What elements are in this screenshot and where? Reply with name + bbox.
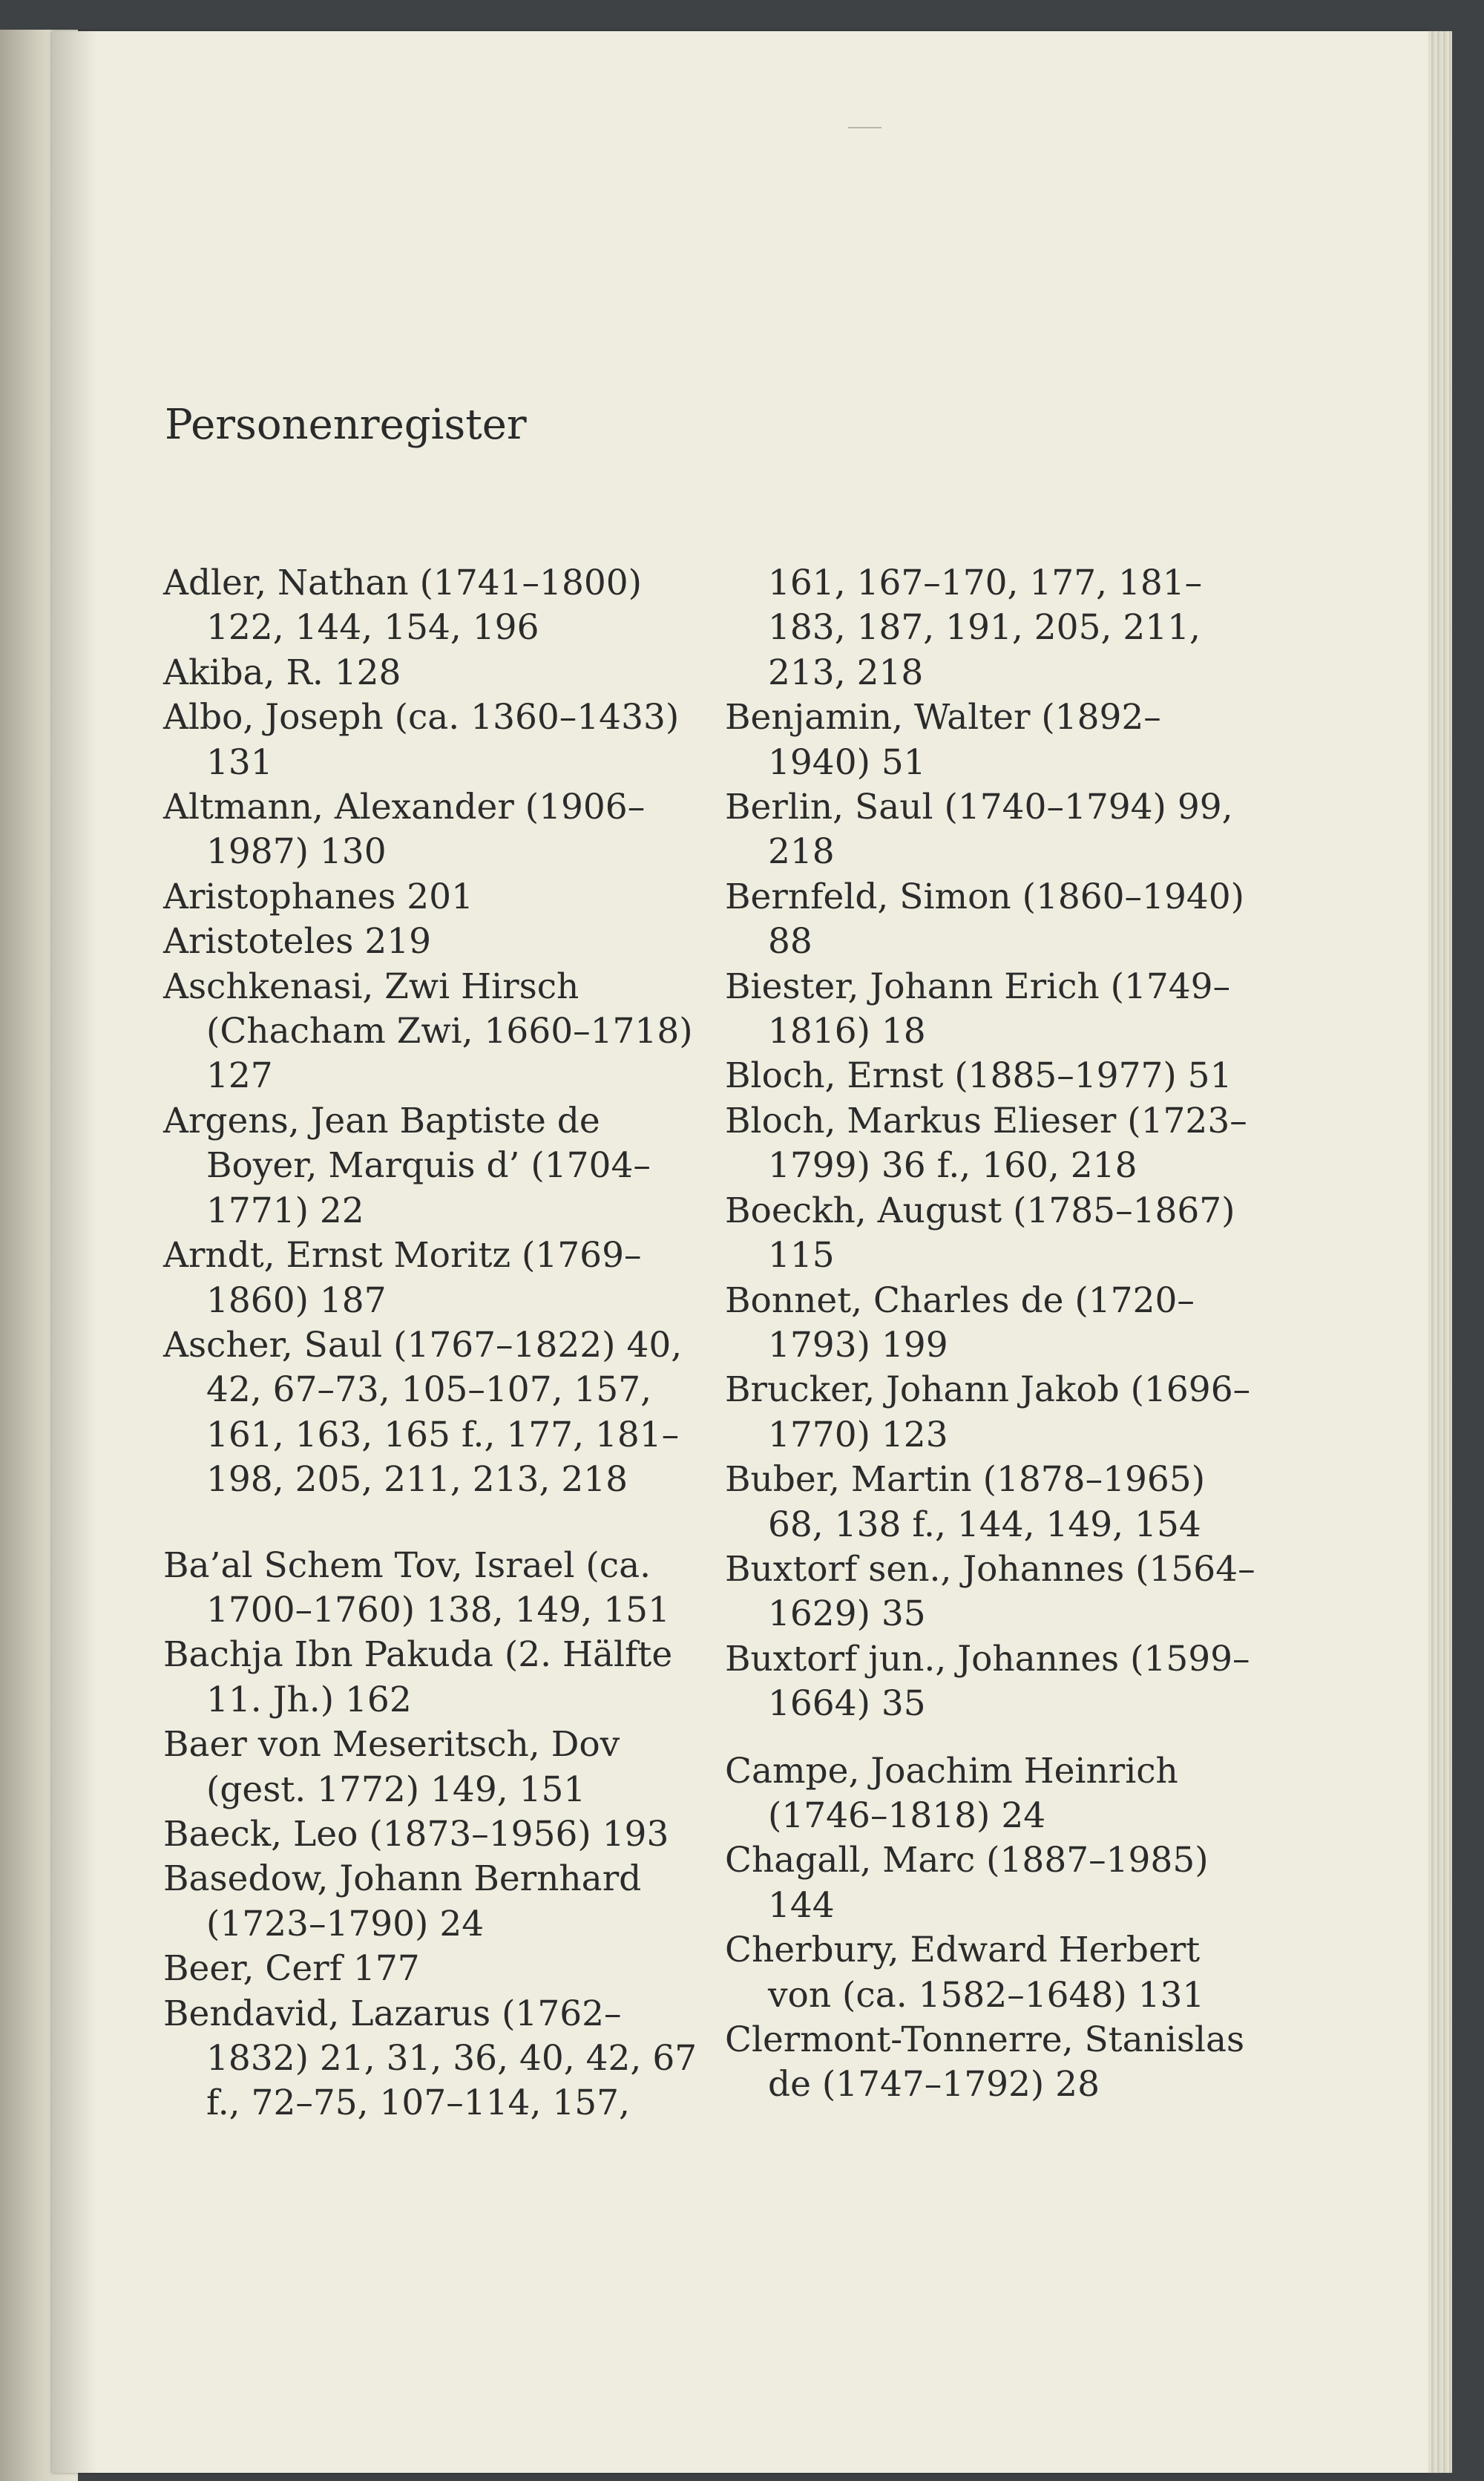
- index-entry: Bachja Ibn Pakuda (2. Hälfte 11. Jh.) 162: [163, 1634, 673, 1720]
- index-entry: Argens, Jean Baptiste de Boyer, Marquis d’ (1704–1771) 22: [163, 1100, 651, 1231]
- index-entry: Aschkenasi, Zwi Hirsch (Chacham Zwi, 1660–1718) 127: [163, 966, 693, 1097]
- index-entry: Bloch, Markus Elieser (1723–1799) 36 f., 160, 218: [725, 1100, 1247, 1187]
- index-entry: Beer, Cerf 177: [163, 1948, 420, 1990]
- index-entry: Ba’al Schem Tov, Israel (ca. 1700–1760) 138, 149, 151: [163, 1544, 670, 1630]
- index-entry: Buxtorf sen., Johannes (1564–1629) 35: [725, 1548, 1255, 1635]
- index-entry: Berlin, Saul (1740–1794) 99, 218: [725, 787, 1233, 873]
- index-entry: Altmann, Alexander (1906–1987) 130: [163, 787, 646, 873]
- index-entry: Brucker, Johann Jakob (1696–1770) 123: [725, 1369, 1251, 1455]
- index-entry: Basedow, Johann Bernhard (1723–1790) 24: [163, 1858, 642, 1944]
- index-entry: Biester, Johann Erich (1749–1816) 18: [725, 966, 1231, 1052]
- index-entry: Clermont-Tonnerre, Stanislas de (1747–1792) 28: [725, 2019, 1245, 2105]
- index-column-left: [163, 561, 697, 2126]
- letter-group-gap: [725, 1727, 1259, 1749]
- index-entry: Chagall, Marc (1887–1985) 144: [725, 1840, 1209, 1926]
- index-entry: Albo, Joseph (ca. 1360–1433) 131: [163, 697, 680, 783]
- page-edges: [1428, 31, 1452, 2473]
- index-column-right: [725, 561, 1259, 2108]
- index-entry: Baer von Meseritsch, Dov (gest. 1772) 149, 151: [163, 1724, 620, 1810]
- index-entry: Ascher, Saul (1767–1822) 40, 42, 67–73, 105–107, 157, 161, 163, 165 f., 177, 181–198, 205, 211, 213, 218: [163, 1324, 683, 1501]
- index-entry: Buxtorf jun., Johannes (1599–1664) 35: [725, 1638, 1250, 1725]
- index-entry: Aristoteles 219: [163, 921, 432, 963]
- index-entry: Bloch, Ernst (1885–1977) 51: [725, 1055, 1232, 1097]
- index-entry: Benjamin, Walter (1892–1940) 51: [725, 697, 1161, 783]
- index-entry: Bendavid, Lazarus (1762–1832) 21, 31, 36, 40, 42, 67 f., 72–75, 107–114, 157,: [163, 1993, 697, 2124]
- index-entry: Baeck, Leo (1873–1956) 193: [163, 1813, 669, 1855]
- index-entry: Adler, Nathan (1741–1800) 122, 144, 154, 196: [163, 563, 642, 649]
- index-entry: Boeckh, August (1785–1867) 115: [725, 1190, 1235, 1276]
- header-rule: [848, 127, 881, 128]
- index-entry: Arndt, Ernst Moritz (1769–1860) 187: [163, 1235, 642, 1321]
- index-entry: Aristophanes 201: [163, 876, 473, 917]
- gutter-shadow: [52, 31, 96, 2473]
- index-entry-continued: 161, 167–170, 177, 181–183, 187, 191, 205, 211, 213, 218: [768, 563, 1203, 693]
- letter-group-gap: [163, 1503, 697, 1544]
- index-entry: Bernfeld, Simon (1860–1940) 88: [725, 876, 1244, 963]
- index-entry: Akiba, R. 128: [163, 652, 401, 693]
- index-entry: Buber, Martin (1878–1965) 68, 138 f., 144, 149, 154: [725, 1459, 1206, 1545]
- index-entry: Bonnet, Charles de (1720–1793) 199: [725, 1279, 1195, 1366]
- index-entry: Campe, Joachim Heinrich (1746–1818) 24: [725, 1750, 1178, 1836]
- index-entry: Cherbury, Edward Herbert von (ca. 1582–1648) 131: [725, 1930, 1205, 2016]
- page-title: Personenregister: [165, 401, 527, 449]
